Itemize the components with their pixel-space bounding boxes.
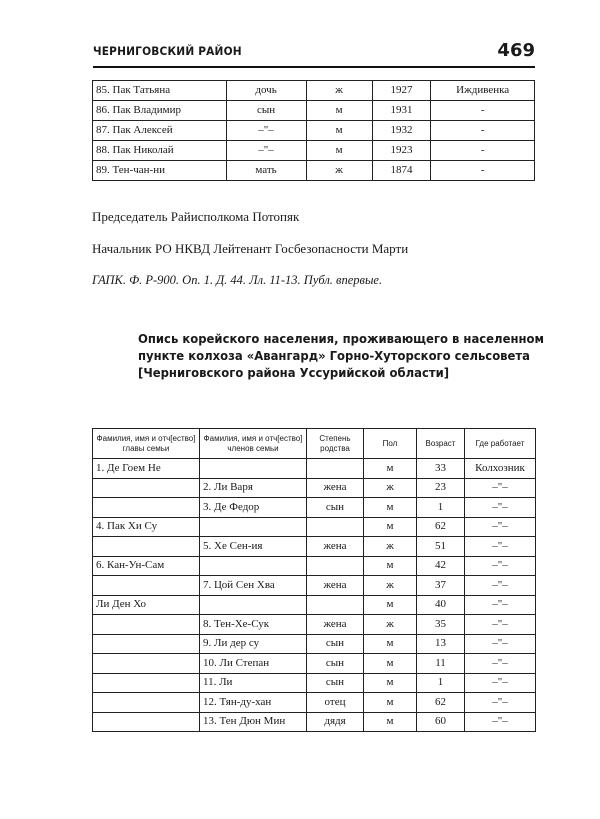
cell-member: 9. Ли дер су — [200, 634, 307, 654]
cell-sex: ж — [306, 161, 372, 181]
cell-relation: жена — [307, 478, 364, 498]
cell-relation — [307, 595, 364, 615]
cell-sex: ж — [364, 615, 417, 635]
cell-head — [93, 478, 200, 498]
cell-member: 5. Хе Сен-ия — [200, 537, 307, 557]
chairman-line: Председатель Райисполкома Потопяк — [92, 209, 300, 224]
cell-name: 88. Пак Николай — [93, 141, 227, 161]
section-title-line: [Черниговского района Уссурийской области] — [138, 365, 450, 380]
cell-name: 89. Тен-чан-ни — [93, 161, 227, 181]
table-row — [93, 121, 535, 141]
cell-work: –"– — [465, 712, 536, 732]
cell-work: Иждивенка — [431, 81, 535, 101]
cell-relation: жена — [307, 615, 364, 635]
cell-work: –"– — [465, 654, 536, 674]
cell-member — [200, 595, 307, 615]
census-table — [92, 428, 536, 732]
table-row — [93, 161, 535, 181]
source-citation: ГАПК. Ф. Р-900. Оп. 1. Д. 44. Лл. 11-13. Публ. впервые. — [92, 273, 383, 287]
table-row — [93, 693, 536, 713]
cell-head — [93, 634, 200, 654]
cell-sex: м — [364, 654, 417, 674]
cell-relation: –"– — [226, 141, 306, 161]
cell-relation: сын — [307, 634, 364, 654]
cell-relation — [307, 517, 364, 537]
cell-age: 42 — [417, 556, 465, 576]
cell-sex: ж — [306, 81, 372, 101]
running-title: ЧЕРНИГОВСКИЙ РАЙОН — [93, 44, 242, 58]
cell-work: –"– — [465, 634, 536, 654]
cell-sex: м — [364, 673, 417, 693]
cell-member: 11. Ли — [200, 673, 307, 693]
table-row — [93, 537, 536, 557]
cell-member — [200, 517, 307, 537]
cell-age: 1 — [417, 498, 465, 518]
header-sex: Пол — [364, 429, 417, 459]
cell-head: Ли Ден Хо — [93, 595, 200, 615]
cell-work: - — [431, 161, 535, 181]
cell-member — [200, 556, 307, 576]
cell-sex: м — [364, 634, 417, 654]
cell-member: 12. Тян-ду-хан — [200, 693, 307, 713]
cell-sex: м — [364, 459, 417, 479]
table-row — [93, 595, 536, 615]
cell-relation: жена — [307, 576, 364, 596]
cell-sex: м — [364, 517, 417, 537]
cell-relation: –"– — [226, 121, 306, 141]
cell-sex: ж — [364, 478, 417, 498]
header-head: Фамилия, имя и отч[ество] главы семьи — [93, 429, 200, 459]
cell-member: 8. Тен-Хе-Сук — [200, 615, 307, 635]
cell-work: - — [431, 101, 535, 121]
cell-member: 7. Цой Сен Хва — [200, 576, 307, 596]
cell-member: 2. Ли Варя — [200, 478, 307, 498]
cell-age: 13 — [417, 634, 465, 654]
cell-relation: дядя — [307, 712, 364, 732]
cell-work: –"– — [465, 537, 536, 557]
header-age: Возраст — [417, 429, 465, 459]
cell-member: 3. Де Федор — [200, 498, 307, 518]
cell-age: 37 — [417, 576, 465, 596]
cell-year: 1931 — [372, 101, 431, 121]
cell-relation: отец — [307, 693, 364, 713]
page-number: 469 — [497, 40, 535, 61]
cell-relation: жена — [307, 537, 364, 557]
cell-name: 85. Пак Татьяна — [93, 81, 227, 101]
cell-sex: м — [306, 121, 372, 141]
cell-year: 1927 — [372, 81, 431, 101]
table-row — [93, 478, 536, 498]
cell-year: 1874 — [372, 161, 431, 181]
cell-work: –"– — [465, 517, 536, 537]
cell-sex: м — [364, 595, 417, 615]
cell-work: –"– — [465, 498, 536, 518]
cell-age: 40 — [417, 595, 465, 615]
cell-age: 60 — [417, 712, 465, 732]
cell-sex: ж — [364, 576, 417, 596]
cell-age: 35 — [417, 615, 465, 635]
cell-head — [93, 576, 200, 596]
table-row — [93, 517, 536, 537]
cell-head: 6. Кан-Ун-Сам — [93, 556, 200, 576]
cell-work: –"– — [465, 576, 536, 596]
cell-age: 11 — [417, 654, 465, 674]
cell-head — [93, 673, 200, 693]
cell-head: 4. Пак Хи Су — [93, 517, 200, 537]
cell-head — [93, 712, 200, 732]
cell-sex: м — [306, 141, 372, 161]
cell-sex: м — [306, 101, 372, 121]
cell-age: 62 — [417, 517, 465, 537]
table-row — [93, 556, 536, 576]
cell-member: 13. Тен Дюн Мин — [200, 712, 307, 732]
cell-head — [93, 537, 200, 557]
table-row — [93, 101, 535, 121]
cell-head — [93, 498, 200, 518]
cell-member: 10. Ли Степан — [200, 654, 307, 674]
cell-work: –"– — [465, 615, 536, 635]
cell-relation: мать — [226, 161, 306, 181]
cell-age: 51 — [417, 537, 465, 557]
header-rule — [93, 66, 535, 68]
table-row — [93, 576, 536, 596]
header-work: Где работает — [465, 429, 536, 459]
cell-work: –"– — [465, 556, 536, 576]
table-row — [93, 712, 536, 732]
cell-work: –"– — [465, 478, 536, 498]
section-title-line: Опись корейского населения, проживающего в населенном — [138, 331, 545, 346]
table-row — [93, 654, 536, 674]
table-row — [93, 141, 535, 161]
table-row — [93, 673, 536, 693]
table-row — [93, 615, 536, 635]
table-row — [93, 498, 536, 518]
section-title — [138, 330, 545, 381]
cell-sex: ж — [364, 537, 417, 557]
cell-relation: сын — [226, 101, 306, 121]
cell-member — [200, 459, 307, 479]
nkvd-line: Начальник РО НКВД Лейтенант Госбезопасности Марти — [92, 241, 409, 256]
section-title-line: пункте колхоза «Авангард» Горно-Хуторского сельсовета — [138, 348, 531, 363]
cell-name: 87. Пак Алексей — [93, 121, 227, 141]
cell-work: - — [431, 141, 535, 161]
header-relation: Степень родства — [307, 429, 364, 459]
header-member: Фамилия, имя и отч[ество] членов семьи — [200, 429, 307, 459]
cell-relation: сын — [307, 673, 364, 693]
table-row — [93, 81, 535, 101]
cell-head — [93, 654, 200, 674]
cell-age: 23 — [417, 478, 465, 498]
cell-relation — [307, 556, 364, 576]
cell-sex: м — [364, 498, 417, 518]
cell-year: 1932 — [372, 121, 431, 141]
cell-name: 86. Пак Владимир — [93, 101, 227, 121]
cell-relation: сын — [307, 654, 364, 674]
cell-sex: м — [364, 712, 417, 732]
cell-sex: м — [364, 556, 417, 576]
cell-work: –"– — [465, 693, 536, 713]
cell-age: 62 — [417, 693, 465, 713]
cell-sex: м — [364, 693, 417, 713]
table-row — [93, 459, 536, 479]
cell-age: 33 — [417, 459, 465, 479]
table-row — [93, 634, 536, 654]
header-row — [93, 429, 536, 459]
cell-relation: дочь — [226, 81, 306, 101]
cell-head — [93, 615, 200, 635]
cell-head: 1. Де Гоем Не — [93, 459, 200, 479]
cell-year: 1923 — [372, 141, 431, 161]
cell-work: Колхозник — [465, 459, 536, 479]
cell-relation — [307, 459, 364, 479]
top-table — [92, 80, 535, 181]
cell-head — [93, 693, 200, 713]
cell-age: 1 — [417, 673, 465, 693]
cell-work: –"– — [465, 595, 536, 615]
cell-relation: сын — [307, 498, 364, 518]
cell-work: - — [431, 121, 535, 141]
cell-work: –"– — [465, 673, 536, 693]
